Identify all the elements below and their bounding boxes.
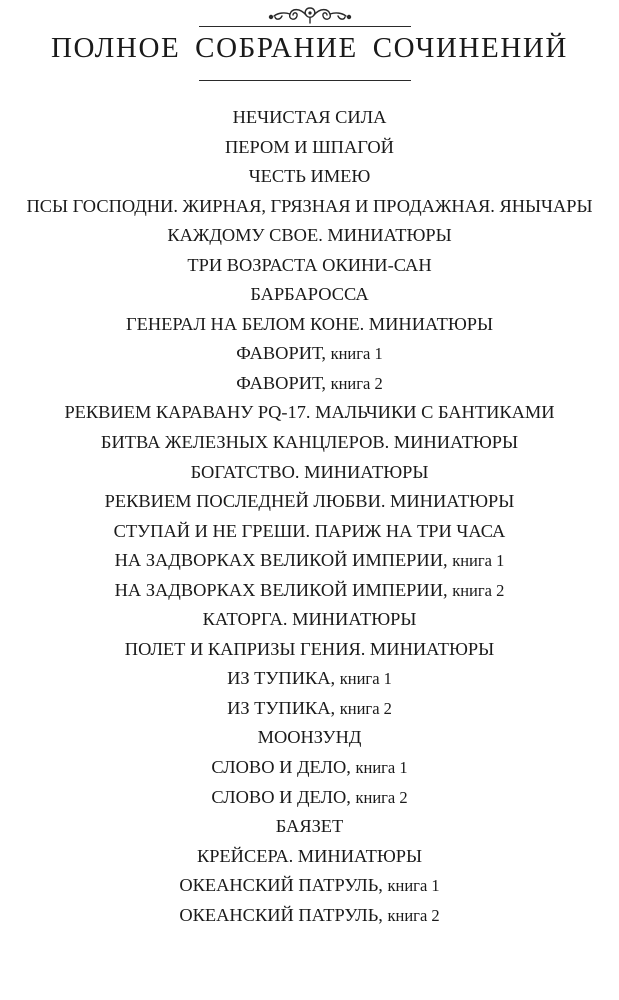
work-volume-label: книга 1 (355, 758, 408, 778)
work-title-main: БАЯЗЕТ (275, 816, 344, 837)
work-title (0, 280, 619, 310)
work-title (0, 192, 619, 222)
work-title (0, 517, 619, 547)
work-title (0, 310, 619, 340)
work-title (0, 576, 619, 606)
work-title-main: МООНЗУНД (257, 727, 362, 748)
work-title-main: КАЖДОМУ СВОЕ. МИНИАТЮРЫ (167, 225, 452, 246)
work-title-main: ПЕРОМ И ШПАГОЙ (225, 136, 394, 157)
work-title-main: РЕКВИЕМ КАРАВАНУ PQ-17. МАЛЬЧИКИ С БАНТИКАМИ (64, 402, 555, 423)
work-title (0, 487, 619, 517)
work-volume-label: книга 2 (387, 905, 440, 925)
work-title-main: ОКЕАНСКИЙ ПАТРУЛЬ, (179, 875, 383, 896)
work-title (0, 901, 619, 931)
work-title (0, 871, 619, 901)
work-title-main: ФАВОРИТ, (236, 343, 326, 364)
title-rule-bottom (199, 80, 411, 81)
work-title (0, 753, 619, 783)
work-volume-label: книга 2 (339, 698, 392, 718)
work-title-main: КАТОРГА. МИНИАТЮРЫ (202, 609, 417, 630)
work-title (0, 458, 619, 488)
work-title-main: ИЗ ТУПИКА, (227, 697, 336, 718)
work-title (0, 812, 619, 842)
work-title (0, 251, 619, 281)
work-volume-label: книга 1 (387, 876, 440, 896)
work-title (0, 103, 619, 133)
work-title-main: РЕКВИЕМ ПОСЛЕДНЕЙ ЛЮБВИ. МИНИАТЮРЫ (104, 491, 515, 512)
work-volume-label: книга 2 (330, 373, 383, 393)
work-title (0, 221, 619, 251)
work-title-main: ЧЕСТЬ ИМЕЮ (248, 166, 371, 187)
work-title (0, 133, 619, 163)
work-title-main: ФАВОРИТ, (236, 372, 326, 393)
work-title (0, 723, 619, 753)
work-title-main: СЛОВО И ДЕЛО, (211, 786, 351, 807)
work-volume-label: книга 1 (330, 344, 383, 364)
work-title (0, 546, 619, 576)
work-title (0, 783, 619, 813)
work-title-main: ИЗ ТУПИКА, (227, 668, 336, 689)
work-title (0, 369, 619, 399)
work-title (0, 428, 619, 458)
work-title-main: ГЕНЕРАЛ НА БЕЛОМ КОНЕ. МИНИАТЮРЫ (125, 313, 494, 334)
work-title-main: КРЕЙСЕРА. МИНИАТЮРЫ (196, 845, 423, 866)
series-title: ПОЛНОЕ СОБРАНИЕ СОЧИНЕНИЙ (51, 32, 568, 64)
work-title (0, 842, 619, 872)
work-title (0, 339, 619, 369)
work-title-main: СЛОВО И ДЕЛО, (211, 757, 351, 778)
work-volume-label: книга 2 (452, 580, 505, 600)
title-rule-top (199, 26, 411, 27)
work-title-main: НА ЗАДВОРКАХ ВЕЛИКОЙ ИМПЕРИИ, (114, 550, 448, 571)
work-title-main: СТУПАЙ И НЕ ГРЕШИ. ПАРИЖ НА ТРИ ЧАСА (113, 520, 506, 541)
work-title-main: НЕЧИСТАЯ СИЛА (232, 107, 387, 127)
work-title (0, 398, 619, 428)
work-title-main: БОГАТСТВО. МИНИАТЮРЫ (190, 461, 429, 482)
work-title-main: БИТВА ЖЕЛЕЗНЫХ КАНЦЛЕРОВ. МИНИАТЮРЫ (100, 432, 519, 453)
work-title-main: ПОЛЕТ И КАПРИЗЫ ГЕНИЯ. МИНИАТЮРЫ (124, 638, 495, 659)
work-title (0, 694, 619, 724)
work-title (0, 664, 619, 694)
work-volume-label: книга 2 (355, 787, 408, 807)
work-title (0, 605, 619, 635)
flourish-ornament-icon (0, 4, 619, 26)
work-title-main: ТРИ ВОЗРАСТА ОКИНИ-САН (187, 254, 432, 275)
work-title-main: ОКЕАНСКИЙ ПАТРУЛЬ, (179, 904, 383, 925)
work-title-main: БАРБАРОССА (250, 284, 369, 305)
work-title (0, 635, 619, 665)
work-title-main: НА ЗАДВОРКАХ ВЕЛИКОЙ ИМПЕРИИ, (114, 579, 448, 600)
work-title (0, 162, 619, 192)
work-title-main: ПСЫ ГОСПОДНИ. ЖИРНАЯ, ГРЯЗНАЯ И ПРОДАЖНАЯ. ЯНЫЧАРЫ (26, 195, 593, 216)
work-volume-label: книга 1 (452, 551, 505, 571)
works-list (0, 103, 619, 930)
work-volume-label: книга 1 (339, 669, 392, 689)
